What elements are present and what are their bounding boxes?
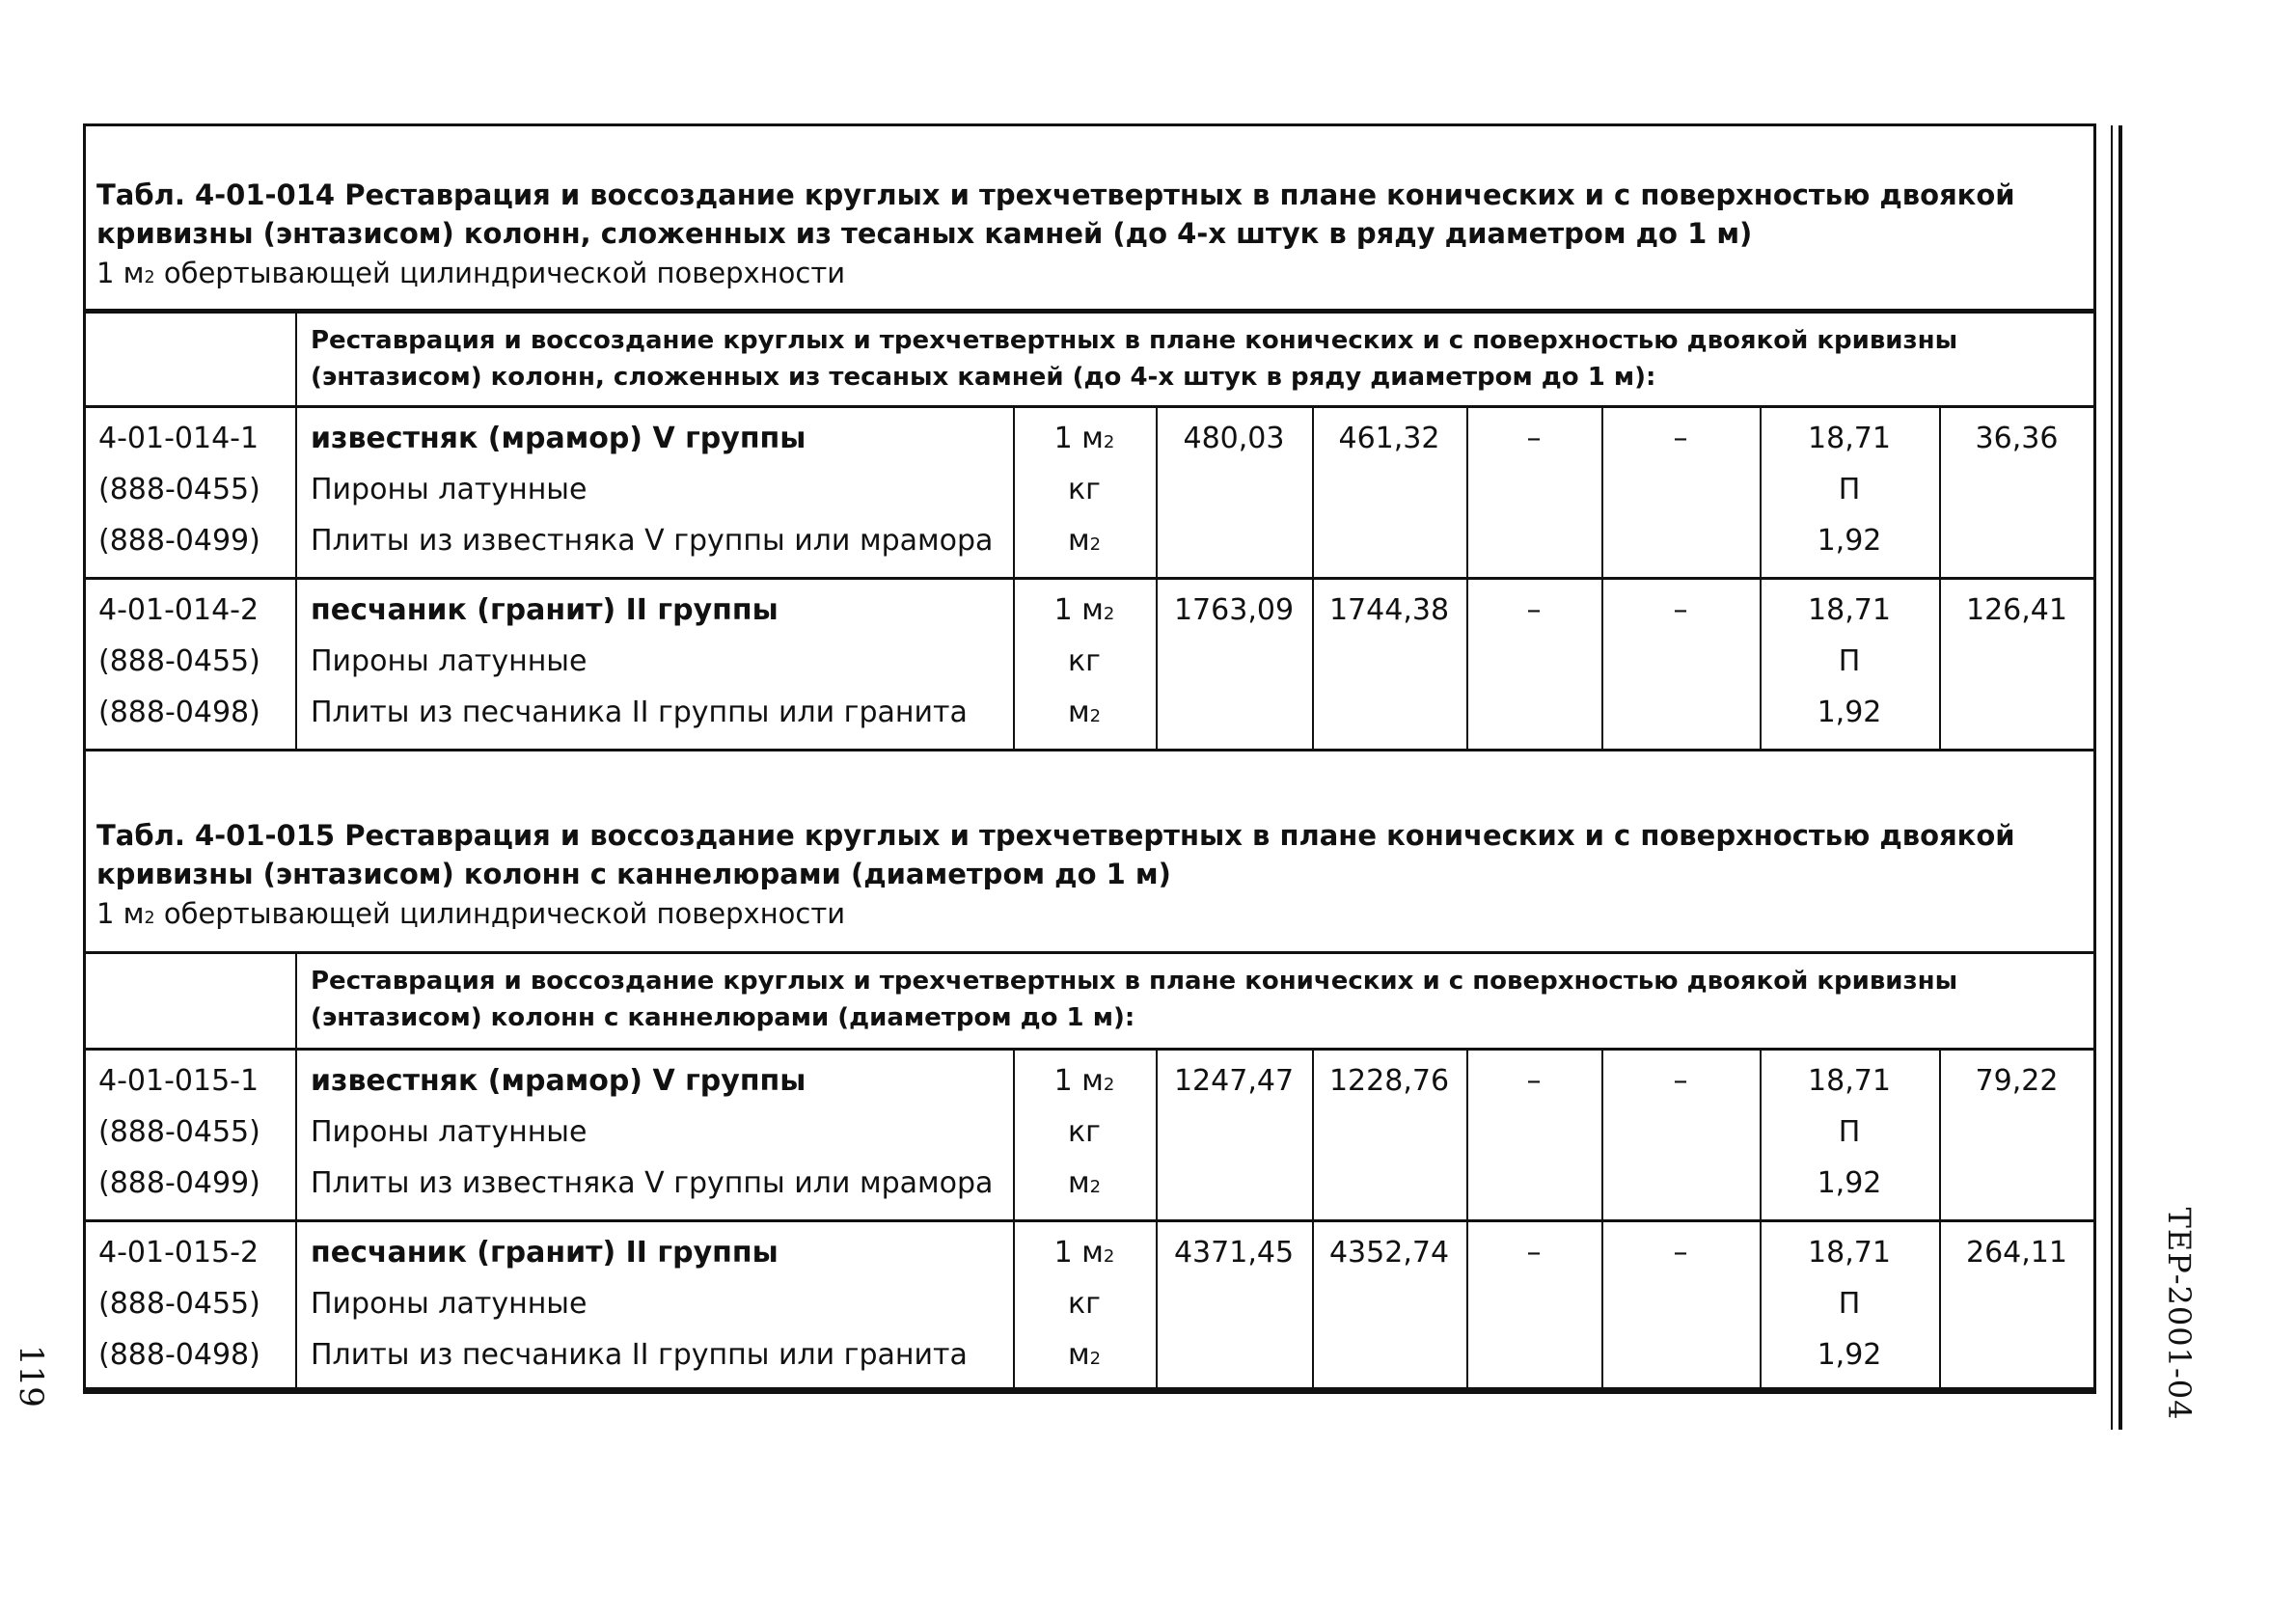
column-divider	[1939, 1048, 1941, 1391]
row-value: 1744,38	[1328, 593, 1450, 627]
material-unit: кг	[1068, 644, 1101, 678]
table-title-block	[96, 176, 2093, 293]
material-unit: $м^2$	[1067, 1338, 1102, 1372]
material-name: Плиты из песчаника II группы или гранита	[311, 1338, 968, 1372]
row-name: известняк (мрамор) V группы	[311, 422, 806, 455]
material-code: (888-0455)	[98, 644, 260, 678]
row-value: 126,41	[1966, 593, 2067, 627]
material-code: (888-0499)	[98, 524, 260, 558]
row-value: 480,03	[1183, 422, 1285, 455]
column-divider	[1466, 405, 1468, 749]
column-divider	[1156, 405, 1158, 749]
material-code: (888-0455)	[98, 473, 260, 506]
column-divider	[1939, 405, 1941, 749]
material-value: П	[1838, 644, 1861, 678]
row-value: –	[1526, 593, 1542, 627]
row-value: –	[1673, 1064, 1688, 1098]
row-value: 1763,09	[1173, 593, 1295, 627]
row-code: 4-01-015-2	[98, 1236, 260, 1270]
column-divider	[295, 311, 297, 749]
material-code: (888-0455)	[98, 1115, 260, 1149]
material-code: (888-0498)	[98, 696, 260, 729]
row-code: 4-01-014-1	[98, 422, 260, 455]
row-value: 461,32	[1338, 422, 1440, 455]
margin-rule	[2118, 125, 2122, 1430]
table-rule	[83, 951, 2096, 954]
material-value: П	[1838, 1287, 1861, 1321]
column-divider	[1601, 1048, 1603, 1391]
material-name: Пироны латунные	[311, 473, 588, 506]
row-name: песчаник (гранит) II группы	[311, 1236, 779, 1270]
table-frame	[83, 123, 2096, 1391]
row-code: 4-01-014-2	[98, 593, 260, 627]
material-name: Пироны латунные	[311, 1115, 588, 1149]
column-divider	[1156, 1048, 1158, 1391]
row-unit: 1 $м^2$	[1053, 1064, 1115, 1098]
measurement-unit: 1 $м^2$ обертывающей цилиндрической поверхности	[96, 257, 846, 289]
material-value: П	[1838, 1115, 1861, 1149]
row-unit: 1 $м^2$	[1053, 593, 1115, 627]
material-name: Плиты из известняка V группы или мрамора	[311, 1166, 994, 1200]
table-rule	[83, 1219, 2096, 1222]
column-divider	[1466, 1048, 1468, 1391]
table-title: Табл. 4-01-014 Реставрация и воссоздание круглых и трехчетвертных в плане конических и с поверхностью двоякой кривизны (энтазисом) колонн, сложенных из тесаных камней (до 4-х штук в ряду диаметром до 1 м)	[96, 178, 2015, 250]
column-divider	[1312, 1048, 1314, 1391]
row-name: песчаник (гранит) II группы	[311, 593, 779, 627]
row-value: 4371,45	[1173, 1236, 1295, 1270]
material-name: Пироны латунные	[311, 644, 588, 678]
table-rule	[83, 309, 2096, 312]
table-rule	[83, 749, 2096, 751]
row-value: –	[1526, 422, 1542, 455]
column-divider	[1601, 405, 1603, 749]
table-rule	[83, 1048, 2096, 1051]
material-value: 1,92	[1817, 1338, 1882, 1372]
row-value: 18,71	[1808, 1236, 1891, 1270]
material-value: 1,92	[1817, 524, 1882, 558]
material-name: Плиты из песчаника II группы или гранита	[311, 696, 968, 729]
page-number: 119	[12, 1345, 50, 1407]
table-title-block	[96, 816, 2093, 934]
table-rule	[83, 1391, 2096, 1394]
row-value: 36,36	[1975, 422, 2059, 455]
row-value: –	[1673, 1236, 1688, 1270]
margin-rule-thin	[2111, 125, 2113, 1430]
material-code: (888-0499)	[98, 1166, 260, 1200]
row-value: 18,71	[1808, 1064, 1891, 1098]
row-value: 18,71	[1808, 422, 1891, 455]
material-name: Плиты из известняка V группы или мрамора	[311, 524, 994, 558]
measurement-unit: 1 $м^2$ обертывающей цилиндрической поверхности	[96, 897, 846, 930]
row-unit: 1 $м^2$	[1053, 1236, 1115, 1270]
row-code: 4-01-015-1	[98, 1064, 260, 1098]
material-name: Пироны латунные	[311, 1287, 588, 1321]
material-value: П	[1838, 473, 1861, 506]
row-value: 18,71	[1808, 593, 1891, 627]
material-unit: кг	[1068, 473, 1101, 506]
row-value: –	[1526, 1064, 1542, 1098]
row-value: –	[1673, 593, 1688, 627]
row-value: 1247,47	[1173, 1064, 1295, 1098]
row-value: –	[1526, 1236, 1542, 1270]
table-rule	[83, 577, 2096, 580]
material-code: (888-0455)	[98, 1287, 260, 1321]
section-subheader: Реставрация и воссоздание круглых и трехчетвертных в плане конических и с поверхностью двоякой кривизны (энтазисом) колонн с каннелюрами (диаметром до 1 м):	[311, 967, 1958, 1032]
material-unit: $м^2$	[1067, 696, 1102, 729]
material-unit: $м^2$	[1067, 1166, 1102, 1200]
material-unit: кг	[1068, 1115, 1101, 1149]
row-value: –	[1673, 422, 1688, 455]
section-subheader: Реставрация и воссоздание круглых и трехчетвертных в плане конических и с поверхностью двоякой кривизны (энтазисом) колонн, сложенных из тесаных камней (до 4-х штук в ряду диаметром до 1 м):	[311, 326, 1958, 392]
column-divider	[295, 951, 297, 1391]
row-value: 264,11	[1966, 1236, 2067, 1270]
material-value: 1,92	[1817, 696, 1882, 729]
row-name: известняк (мрамор) V группы	[311, 1064, 806, 1098]
table-title: Табл. 4-01-015 Реставрация и воссоздание круглых и трехчетвертных в плане конических и с поверхностью двоякой кривизны (энтазисом) колонн с каннелюрами (диаметром до 1 м)	[96, 819, 2015, 890]
document-code: ТЕР-2001-04	[2161, 1207, 2198, 1421]
column-divider	[1312, 405, 1314, 749]
row-value: 79,22	[1975, 1064, 2059, 1098]
material-unit: $м^2$	[1067, 524, 1102, 558]
material-code: (888-0498)	[98, 1338, 260, 1372]
material-unit: кг	[1068, 1287, 1101, 1321]
row-value: 4352,74	[1328, 1236, 1450, 1270]
material-value: 1,92	[1817, 1166, 1882, 1200]
row-value: 1228,76	[1328, 1064, 1450, 1098]
row-unit: 1 $м^2$	[1053, 422, 1115, 455]
table-rule	[83, 405, 2096, 408]
